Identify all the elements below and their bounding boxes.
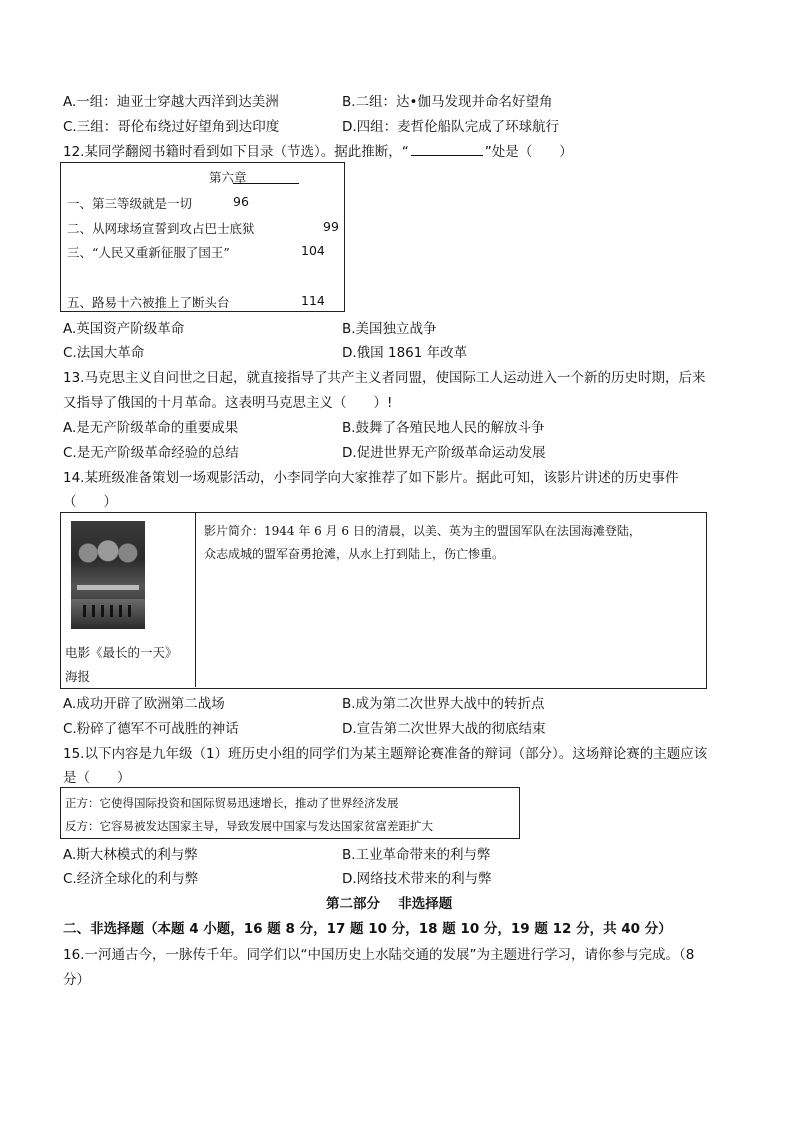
q12-option-a: A.英国资产阶级革命 (63, 321, 185, 337)
q14-stem-line2: （ ） (63, 494, 117, 510)
toc-item-1: 一、第三等级就是一切 (67, 196, 193, 211)
table-of-contents (60, 162, 345, 312)
q11-option-d: D.四组：麦哲伦船队完成了环球航行 (342, 119, 560, 135)
q12-stem-start: 12.某同学翻阅书籍时看到如下目录（节选）。据此推断，“ (63, 144, 409, 160)
q16-stem-line1: 16.一河通古今，一脉传千年。同学们以“中国历史上水陆交通的发展”为主题进行学习，请你参与完成。（8 (63, 947, 695, 963)
q12-stem (63, 140, 573, 160)
poster-title-bar (77, 585, 139, 590)
q15-option-c: C.经济全球化的利与弊 (63, 871, 199, 887)
movie-poster-image (71, 521, 145, 629)
poster-caption-line1: 电影《最长的一天》 (65, 645, 178, 660)
movie-intro-line2: 众志成城的盟军奋勇抢滩，从水上打到陆上，伤亡惨重。 (204, 547, 505, 561)
part2-section-heading: 二、非选择题（本题 4 小题，16 题 8 分，17 题 10 分，18 题 10 分，19 题 12 分，共 40 分） (63, 921, 672, 937)
q15-option-d: D.网络技术带来的利与弊 (342, 871, 492, 887)
debate-box (60, 787, 520, 839)
part2-title: 第二部分 非选择题 (326, 896, 453, 912)
movie-info-box (60, 512, 707, 689)
q14-option-b: B.成为第二次世界大战中的转折点 (342, 696, 545, 712)
toc-page-5: 114 (301, 293, 325, 308)
poster-soldier-figures (83, 605, 133, 617)
q14-option-a: A.成功开辟了欧洲第二战场 (63, 696, 225, 712)
q15-option-a: A.斯大林模式的利与弊 (63, 847, 198, 863)
toc-item-2: 二、从网球场宣誓到攻占巴士底狱 (67, 221, 255, 236)
toc-chapter-blank (233, 183, 299, 184)
q15-stem-line1: 15.以下内容是九年级（1）班历史小组的同学们为某主题辩论赛准备的辩词（部分）。这场辩论赛的主题应该 (63, 746, 708, 762)
toc-page-3: 104 (301, 243, 325, 258)
q16-stem-line2: 分） (63, 972, 90, 988)
q14-option-d: D.宣告第二次世界大战的彻底结束 (342, 721, 546, 737)
q11-option-b: B.二组：达•伽马发现并命名好望角 (342, 94, 553, 110)
q15-option-b: B.工业革命带来的利与弊 (342, 847, 491, 863)
q13-option-d: D.促进世界无产阶级革命运动发展 (342, 445, 546, 461)
q13-option-b: B.鼓舞了各殖民地人民的解放斗争 (342, 420, 545, 436)
q12-option-b: B.美国独立战争 (342, 321, 437, 337)
q12-stem-end: ”处是（ ） (484, 144, 573, 160)
poster-caption-line2: 海报 (65, 669, 91, 684)
q12-blank (411, 143, 483, 156)
q13-option-a: A.是无产阶级革命的重要成果 (63, 420, 239, 436)
toc-item-3: 三、“人民又重新征服了国王” (67, 245, 230, 260)
q13-stem-line2: 又指导了俄国的十月革命。这表明马克思主义（ ）! (63, 395, 393, 411)
toc-page-1: 96 (233, 194, 249, 209)
q11-option-c: C.三组：哥伦布绕过好望角到达印度 (63, 119, 280, 135)
debate-pro: 正方：它使得国际投资和国际贸易迅速增长，推动了世界经济发展 (65, 796, 399, 810)
debate-con: 反方：它容易被发达国家主导，导致发展中国家与发达国家贫富差距扩大 (65, 819, 433, 833)
poster-soldier-faces (75, 531, 141, 575)
movie-intro-line1: 影片简介：1944 年 6 月 6 日的清晨，以美、英为主的盟国军队在法国海滩登陆， (204, 524, 641, 538)
q13-option-c: C.是无产阶级革命经验的总结 (63, 445, 239, 461)
q11-option-a: A.一组：迪亚士穿越大西洋到达美洲 (63, 94, 279, 110)
movie-box-divider (195, 513, 196, 687)
toc-page-2: 99 (323, 219, 339, 234)
q13-stem-line1: 13.马克思主义自问世之日起，就直接指导了共产主义者同盟，使国际工人运动进入一个新的历史时期，后来 (63, 370, 706, 386)
q14-option-c: C.粉碎了德军不可战胜的神话 (63, 721, 239, 737)
q12-option-c: C.法国大革命 (63, 345, 145, 361)
q12-option-d: D.俄国 1861 年改革 (342, 345, 468, 361)
toc-chapter: 第六章 (209, 170, 247, 185)
q15-stem-line2: 是（ ） (63, 770, 131, 786)
q14-stem-line1: 14.某班级准备策划一场观影活动，小李同学向大家推荐了如下影片。据此可知，该影片讲述的历史事件 (63, 470, 679, 486)
toc-item-5: 五、路易十六被推上了断头台 (67, 295, 230, 310)
